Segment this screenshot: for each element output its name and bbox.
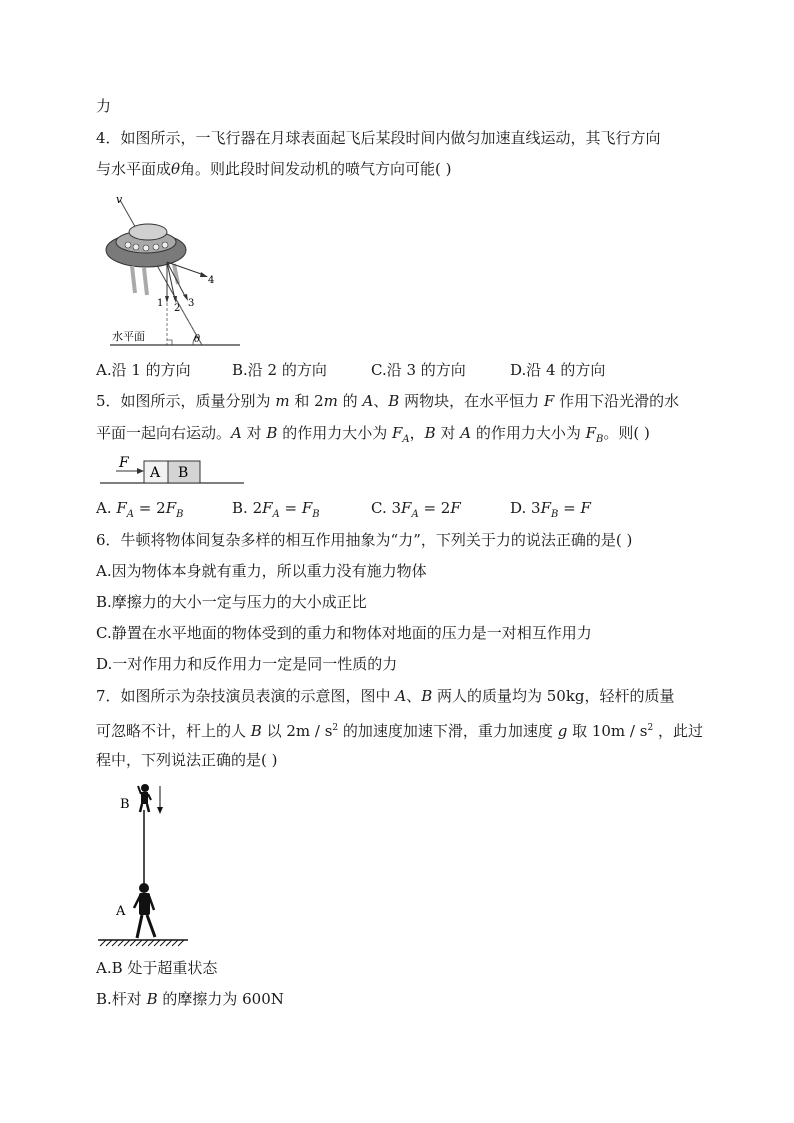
arrow-label-3: 3 xyxy=(188,298,195,309)
q5-stem-line2: 平面一起向右运动。A 对 B 的作用力大小为 $F_A$，B 对 A 的作用力大小为 $F_B$。则( ) xyxy=(96,424,650,445)
q7-stem-line2: 可忽略不计，杆上的人 B 以 $2m / s^2$ 的加速度加速下滑，重力加速度 g 取 $10m / s^2$ ，此过 xyxy=(96,722,703,740)
person-a-label: A xyxy=(116,904,126,919)
q4-option-a: A.沿 1 的方向 xyxy=(96,361,191,379)
q6-stem: 6．牛顿将物体间复杂多样的相互作用抽象为“力”，下列关于力的说法正确的是( ) xyxy=(96,531,633,549)
angle-label: θ xyxy=(194,334,201,345)
force-label: F xyxy=(119,455,129,471)
q6-option-b: B.摩擦力的大小一定与压力的大小成正比 xyxy=(96,593,367,611)
q5-option-d: D. $3F_B = F$ xyxy=(510,499,591,520)
q4-stem-line2: 与水平面成θ角。则此段时间发动机的喷气方向可能( ) xyxy=(96,160,452,178)
option-letter: B. xyxy=(232,499,253,517)
q4-option-b: B.沿 2 的方向 xyxy=(232,361,327,379)
q5-option-a: A. $F_A = 2F_B$ xyxy=(96,499,184,520)
q4-option-d: D.沿 4 的方向 xyxy=(510,361,606,379)
block-a-label: A xyxy=(150,465,161,481)
arrow-label-2: 2 xyxy=(174,303,181,314)
q4-stem-line1: 4．如图所示，一飞行器在月球表面起飞后某段时间内做匀加速直线运动，其飞行方向 xyxy=(96,129,661,147)
q7-figure-acrobats xyxy=(96,780,196,952)
q5-figure-blocks xyxy=(98,455,248,487)
q6-option-d: D.一对作用力和反作用力一定是同一性质的力 xyxy=(96,655,398,673)
q5-stem-line1: 5．如图所示，质量分别为 m 和 2m 的 A、B 两物块，在水平恒力 F 作用下沿光滑的水 xyxy=(96,392,680,410)
option-letter: D. xyxy=(510,499,532,517)
arrow-label-1: 1 xyxy=(157,298,164,309)
q5-option-c: C. $3F_A = 2F$ xyxy=(371,499,461,520)
block-b-label: B xyxy=(178,465,189,481)
q5-option-b: B. $2F_A = F_B$ xyxy=(232,499,320,520)
option-letter: A. xyxy=(96,499,117,517)
arrow-label-4: 4 xyxy=(208,275,215,286)
person-b-label: B xyxy=(120,797,130,812)
velocity-label: v xyxy=(116,193,123,206)
option-letter: C. xyxy=(371,499,392,517)
q6-option-c: C.静置在水平地面的物体受到的重力和物体对地面的压力是一对相互作用力 xyxy=(96,624,592,642)
ground-label: 水平面 xyxy=(112,330,145,343)
q7-stem-line1: 7．如图所示为杂技演员表演的示意图，图中 A、B 两人的质量均为 50kg，轻杆的质量 xyxy=(96,687,675,705)
q7-stem-line3: 程中，下列说法正确的是( ) xyxy=(96,751,278,769)
q7-option-b: B.杆对 B 的摩擦力为 600N xyxy=(96,990,284,1008)
q7-option-a: A.B 处于超重状态 xyxy=(96,959,218,977)
q4-option-c: C.沿 3 的方向 xyxy=(371,361,466,379)
continuation-text: 力 xyxy=(96,97,112,115)
q6-option-a: A.因为物体本身就有重力，所以重力没有施力物体 xyxy=(96,562,427,580)
q4-figure-spacecraft xyxy=(98,190,248,350)
